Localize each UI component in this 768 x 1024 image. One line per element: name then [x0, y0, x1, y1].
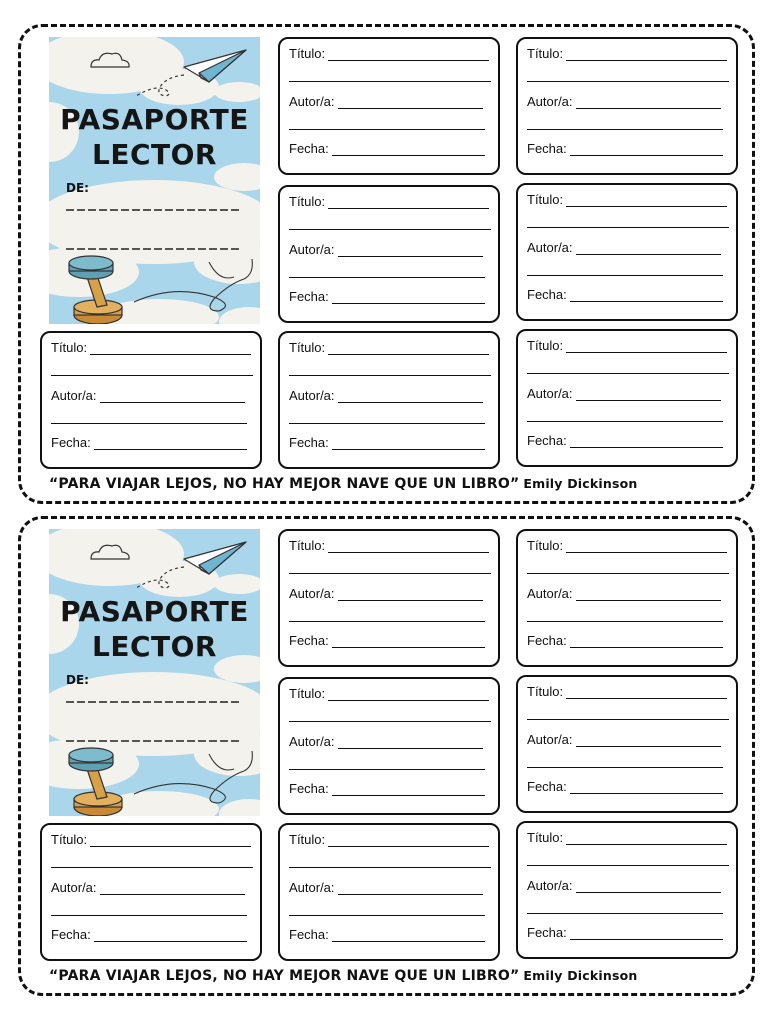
title-line[interactable]: [289, 573, 491, 574]
title-label: Título:: [289, 194, 326, 209]
title-field[interactable]: [527, 46, 727, 61]
title-label: Título:: [289, 686, 326, 701]
title-line[interactable]: [289, 867, 491, 868]
author-line[interactable]: [289, 915, 485, 916]
title-line[interactable]: [527, 227, 729, 228]
date-label: Fecha:: [289, 141, 329, 156]
author-line[interactable]: [289, 423, 485, 424]
title-line[interactable]: [289, 721, 491, 722]
author-label: Autor/a:: [289, 734, 335, 749]
author-line[interactable]: [289, 277, 485, 278]
author-label: Autor/a:: [289, 880, 335, 895]
date-label: Fecha:: [289, 781, 329, 796]
title-field[interactable]: [527, 338, 727, 353]
book-record-card: [40, 823, 262, 961]
book-record-card: [278, 185, 500, 323]
title-label: Título:: [527, 684, 564, 699]
date-label: Fecha:: [527, 287, 567, 302]
quote-author: Emily Dickinson: [523, 968, 638, 983]
title-field[interactable]: [527, 538, 727, 553]
author-label: Autor/a:: [527, 732, 573, 747]
title-line[interactable]: [289, 229, 491, 230]
date-label: Fecha:: [527, 779, 567, 794]
title-line[interactable]: [51, 375, 253, 376]
author-line[interactable]: [527, 913, 723, 914]
title-field[interactable]: [289, 194, 489, 209]
quote: [49, 968, 739, 984]
author-line[interactable]: [289, 621, 485, 622]
title-line[interactable]: [527, 373, 729, 374]
author-field[interactable]: [527, 586, 721, 601]
author-label: Autor/a:: [527, 240, 573, 255]
date-field[interactable]: [289, 633, 485, 648]
title-label: Título:: [527, 830, 564, 845]
date-label: Fecha:: [289, 927, 329, 942]
date-label: Fecha:: [527, 141, 567, 156]
cover-title-line2: LECTOR: [92, 630, 217, 663]
date-field[interactable]: [289, 435, 485, 450]
author-field[interactable]: [527, 94, 721, 109]
date-field[interactable]: [527, 779, 723, 794]
date-field[interactable]: [51, 435, 247, 450]
title-field[interactable]: [527, 684, 727, 699]
passport-cover: [49, 37, 260, 324]
book-record-card: [278, 677, 500, 815]
date-field[interactable]: [527, 633, 723, 648]
author-field[interactable]: [289, 734, 483, 749]
title-label: Título:: [289, 46, 326, 61]
quote-text: “PARA VIAJAR LEJOS, NO HAY MEJOR NAVE QUE UN LIBRO”: [49, 968, 520, 984]
date-label: Fecha:: [527, 925, 567, 940]
author-line[interactable]: [527, 275, 723, 276]
date-field[interactable]: [527, 287, 723, 302]
book-record-card: [516, 329, 738, 467]
book-record-card: [516, 821, 738, 959]
author-line[interactable]: [51, 423, 247, 424]
owner-label: DE:: [66, 181, 89, 195]
book-record-card: [516, 183, 738, 321]
book-record-card: [516, 37, 738, 175]
title-line[interactable]: [289, 375, 491, 376]
author-label: Autor/a:: [289, 94, 335, 109]
title-field[interactable]: [289, 832, 489, 847]
author-field[interactable]: [289, 94, 483, 109]
author-label: Autor/a:: [527, 878, 573, 893]
author-field[interactable]: [289, 388, 483, 403]
author-field[interactable]: [51, 388, 245, 403]
quote-author: Emily Dickinson: [523, 476, 638, 491]
title-label: Título:: [289, 832, 326, 847]
author-field[interactable]: [527, 386, 721, 401]
date-field[interactable]: [289, 927, 485, 942]
title-label: Título:: [527, 46, 564, 61]
author-line[interactable]: [289, 769, 485, 770]
book-record-card: [516, 675, 738, 813]
date-field[interactable]: [527, 433, 723, 448]
book-record-card: [40, 331, 262, 469]
author-field[interactable]: [527, 878, 721, 893]
passport-sheet: [18, 516, 755, 996]
book-record-card: [278, 331, 500, 469]
author-line[interactable]: [527, 129, 723, 130]
title-label: Título:: [51, 832, 88, 847]
date-field[interactable]: [289, 141, 485, 156]
author-label: Autor/a:: [527, 386, 573, 401]
author-label: Autor/a:: [289, 242, 335, 257]
title-label: Título:: [289, 538, 326, 553]
title-line[interactable]: [527, 719, 729, 720]
title-line[interactable]: [527, 573, 729, 574]
title-field[interactable]: [51, 340, 251, 355]
cover-title-line1: PASAPORTE: [60, 103, 249, 136]
author-line[interactable]: [527, 767, 723, 768]
date-field[interactable]: [289, 289, 485, 304]
author-field[interactable]: [51, 880, 245, 895]
author-line[interactable]: [51, 915, 247, 916]
passport-sheet: [18, 24, 755, 504]
author-label: Autor/a:: [289, 388, 335, 403]
date-label: Fecha:: [289, 633, 329, 648]
date-field[interactable]: [289, 781, 485, 796]
title-line[interactable]: [527, 81, 729, 82]
author-line[interactable]: [527, 621, 723, 622]
author-line[interactable]: [289, 129, 485, 130]
title-label: Título:: [51, 340, 88, 355]
date-field[interactable]: [527, 141, 723, 156]
author-field[interactable]: [289, 242, 483, 257]
passport-cover: [49, 529, 260, 816]
book-record-card: [278, 529, 500, 667]
title-field[interactable]: [289, 340, 489, 355]
title-label: Título:: [527, 192, 564, 207]
date-label: Fecha:: [527, 433, 567, 448]
date-label: Fecha:: [289, 289, 329, 304]
date-field[interactable]: [51, 927, 247, 942]
book-record-card: [278, 823, 500, 961]
title-field[interactable]: [289, 46, 489, 61]
owner-label: DE:: [66, 673, 89, 687]
title-line[interactable]: [527, 865, 729, 866]
title-line[interactable]: [289, 81, 491, 82]
quote: [49, 476, 739, 492]
title-label: Título:: [289, 340, 326, 355]
date-label: Fecha:: [289, 435, 329, 450]
author-label: Autor/a:: [527, 586, 573, 601]
date-label: Fecha:: [51, 435, 91, 450]
author-label: Autor/a:: [51, 880, 97, 895]
author-field[interactable]: [527, 732, 721, 747]
cover-title-line2: LECTOR: [92, 138, 217, 171]
title-field[interactable]: [289, 538, 489, 553]
author-line[interactable]: [527, 421, 723, 422]
date-field[interactable]: [527, 925, 723, 940]
title-field[interactable]: [289, 686, 489, 701]
title-field[interactable]: [51, 832, 251, 847]
cover-title-line1: PASAPORTE: [60, 595, 249, 628]
date-label: Fecha:: [51, 927, 91, 942]
author-label: Autor/a:: [51, 388, 97, 403]
author-field[interactable]: [527, 240, 721, 255]
quote-text: “PARA VIAJAR LEJOS, NO HAY MEJOR NAVE QUE UN LIBRO”: [49, 476, 520, 492]
author-field[interactable]: [289, 880, 483, 895]
book-record-card: [278, 37, 500, 175]
book-record-card: [516, 529, 738, 667]
title-label: Título:: [527, 338, 564, 353]
date-label: Fecha:: [527, 633, 567, 648]
title-field[interactable]: [527, 192, 727, 207]
author-label: Autor/a:: [527, 94, 573, 109]
title-label: Título:: [527, 538, 564, 553]
author-label: Autor/a:: [289, 586, 335, 601]
title-field[interactable]: [527, 830, 727, 845]
title-line[interactable]: [51, 867, 253, 868]
author-field[interactable]: [289, 586, 483, 601]
